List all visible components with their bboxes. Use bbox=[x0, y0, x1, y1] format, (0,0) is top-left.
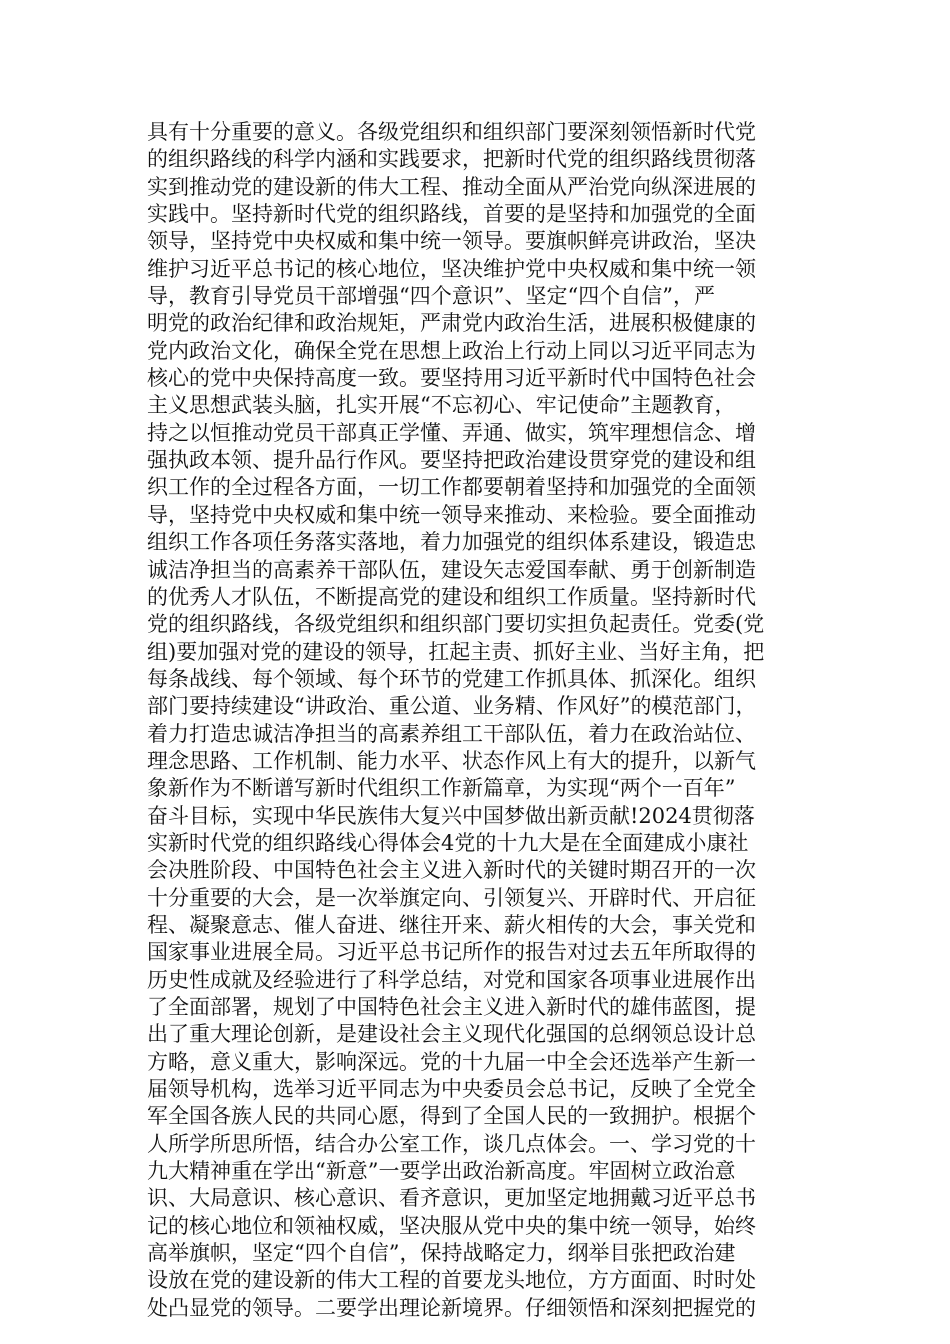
text-line: 程、凝聚意志、催人奋进、继往开来、薪火相传的大会，事关党和 bbox=[147, 912, 756, 937]
body-text bbox=[147, 119, 827, 1322]
text-line: 人所学所思所悟，结合办公室工作，谈几点体会。一、学习党的十 bbox=[147, 1131, 756, 1156]
text-line: 明党的政治纪律和政治规矩，严肃党内政治生活，进展积极健康的 bbox=[147, 311, 756, 336]
text-line: 高举旗帜，坚定“四个自信”，保持战略定力，纲举目张把政治建 bbox=[147, 1241, 736, 1266]
text-line: 着力打造忠诚洁净担当的高素养组工干部队伍，着力在政治站位、 bbox=[147, 721, 756, 746]
text-line: 实新时代党的组织路线心得体会4党的十九大是在全面建成小康社 bbox=[147, 830, 749, 855]
text-line: 理念思路、工作机制、能力水平、状态作风上有大的提升，以新气 bbox=[147, 748, 756, 773]
text-line: 会决胜阶段、中国特色社会主义进入新时代的关键时期召开的一次 bbox=[147, 858, 756, 883]
text-line: 每条战线、每个领域、每个环节的党建工作抓具体、抓深化。组织 bbox=[147, 666, 756, 691]
text-line: 届领导机构，选举习近平同志为中央委员会总书记，反映了全党全 bbox=[147, 1077, 756, 1102]
text-line: 的组织路线的科学内涵和实践要求，把新时代党的组织路线贯彻落 bbox=[147, 147, 756, 172]
text-line: 实到推动党的建设新的伟大工程、推动全面从严治党向纵深进展的 bbox=[147, 174, 756, 199]
text-line: 强执政本领、提升品行作风。要坚持把政治建设贯穿党的建设和组 bbox=[147, 448, 756, 473]
text-line: 记的核心地位和领袖权威，坚决服从党中央的集中统一领导，始终 bbox=[147, 1213, 756, 1238]
text-line: 党的组织路线，各级党组织和组织部门要切实担负起责任。党委(党 bbox=[147, 612, 765, 637]
text-line: 军全国各族人民的共同心愿，得到了全国人民的一致拥护。根据个 bbox=[147, 1104, 756, 1129]
text-line: 九大精神重在学出“新意”一要学出政治新高度。牢固树立政治意 bbox=[147, 1159, 736, 1184]
text-line: 持之以恒推动党员干部真正学懂、弄通、做实，筑牢理想信念、增 bbox=[147, 420, 756, 445]
text-line: 诚洁净担当的高素养干部队伍，建设矢志爱国奉献、勇于创新制造 bbox=[147, 557, 756, 582]
text-line: 织工作的全过程各方面，一切工作都要朝着坚持和加强党的全面领 bbox=[147, 475, 756, 500]
text-line: 的优秀人才队伍，不断提高党的建设和组织工作质量。坚持新时代 bbox=[147, 584, 756, 609]
text-line: 方略，意义重大，影响深远。党的十九届一中全会还选举产生新一 bbox=[147, 1049, 756, 1074]
text-line: 国家事业进展全局。习近平总书记所作的报告对过去五年所取得的 bbox=[147, 940, 756, 965]
text-line: 党内政治文化，确保全党在思想上政治上行动上同以习近平同志为 bbox=[147, 338, 756, 363]
text-line: 导，教育引导党员干部增强“四个意识”、坚定“四个自信”，严 bbox=[147, 284, 715, 309]
text-line: 识、大局意识、核心意识、看齐意识，更加坚定地拥戴习近平总书 bbox=[147, 1186, 756, 1211]
text-line: 象新作为不断谱写新时代组织工作新篇章，为实现“两个一百年” bbox=[147, 776, 736, 801]
text-line: 奋斗目标，实现中华民族伟大复兴中国梦做出新贡献!2024贯彻落 bbox=[147, 803, 755, 828]
text-line: 领导，坚持党中央权威和集中统一领导。要旗帜鲜亮讲政治，坚决 bbox=[147, 229, 756, 254]
text-line: 主义思想武装头脑，扎实开展“不忘初心、牢记使命”主题教育， bbox=[147, 393, 736, 418]
text-line: 实践中。坚持新时代党的组织路线，首要的是坚持和加强党的全面 bbox=[147, 202, 756, 227]
text-line: 具有十分重要的意义。各级党组织和组织部门要深刻领悟新时代党 bbox=[147, 120, 756, 144]
text-line: 出了重大理论创新，是建设社会主义现代化强国的总纲领总设计总 bbox=[147, 1022, 756, 1047]
text-line: 处凸显党的领导。二要学出理论新境界。仔细领悟和深刻把握党的 bbox=[147, 1295, 756, 1320]
text-line: 历史性成就及经验进行了科学总结，对党和国家各项事业进展作出 bbox=[147, 967, 756, 992]
text-line: 了全面部署，规划了中国特色社会主义进入新时代的雄伟蓝图，提 bbox=[147, 995, 756, 1019]
text-line: 维护习近平总书记的核心地位，坚决维护党中央权威和集中统一领 bbox=[147, 256, 756, 281]
text-line: 组织工作各项任务落实落地，着力加强党的组织体系建设，锻造忠 bbox=[147, 530, 756, 555]
text-line: 设放在党的建设新的伟大工程的首要龙头地位，方方面面、时时处 bbox=[147, 1268, 756, 1293]
text-line: 组)要加强对党的建设的领导，扛起主责、抓好主业、当好主角，把 bbox=[147, 639, 765, 664]
text-line: 十分重要的大会，是一次举旗定向、引领复兴、开辟时代、开启征 bbox=[147, 885, 756, 910]
text-line: 导，坚持党中央权威和集中统一领导来推动、来检验。要全面推动 bbox=[147, 502, 756, 527]
text-line: 部门要持续建设“讲政治、重公道、业务精、作风好”的模范部门， bbox=[147, 694, 757, 719]
text-line: 核心的党中央保持高度一致。要坚持用习近平新时代中国特色社会 bbox=[147, 366, 756, 391]
